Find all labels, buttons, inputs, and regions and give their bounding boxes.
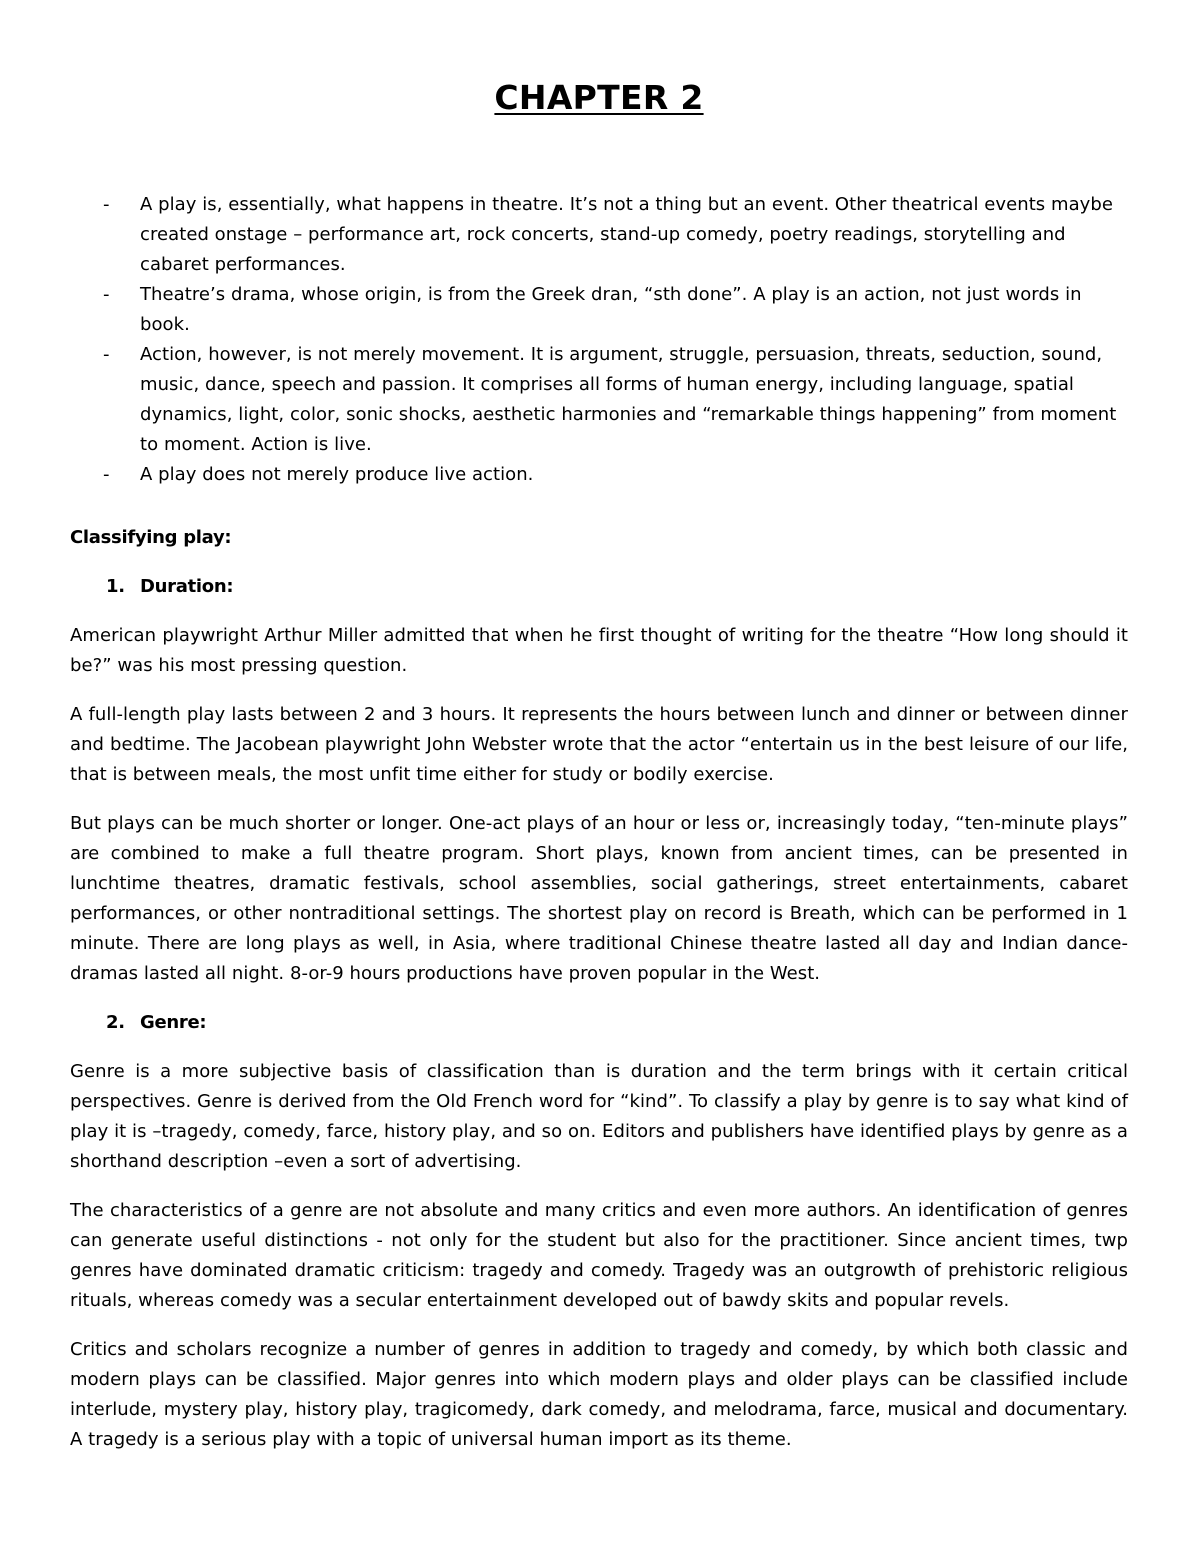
bullet-dash: - — [103, 194, 110, 215]
bullet-text: A play is, essentially, what happens in theatre. It’s not a thing but an event. Other theatrical events maybe created onstage – performance art, rock concerts, stand-up comedy, poetry readings, storytelling and cabaret performances. — [140, 194, 1113, 275]
bullet-text: A play does not merely produce live action. — [140, 464, 534, 485]
bullet-item — [70, 190, 1128, 280]
paragraph: A full-length play lasts between 2 and 3 hours. It represents the hours between lunch and dinner or between dinner and bedtime. The Jacobean playwright John Webster wrote that the actor “entertain us in the best leisure of our life, that is between meals, the most unfit time either for study or bodily exercise. — [70, 704, 1128, 785]
section-title: Genre: — [140, 1012, 207, 1033]
paragraph: But plays can be much shorter or longer. One-act plays of an hour or less or, increasingly today, “ten-minute plays” are combined to make a full theatre program. Short plays, known from ancient times, can be presented in lunchtime theatres, dramatic festivals, school assemblies, social gatherings, street entertainments, cabaret performances, or other nontraditional settings. The shortest play on record is Breath, which can be performed in 1 minute. There are long plays as well, in Asia, where traditional Chinese theatre lasted all day and Indian dance-dramas lasted all night. 8-or-9 hours productions have proven popular in the West. — [70, 813, 1128, 984]
paragraph: The characteristics of a genre are not absolute and many critics and even more authors. An identification of genres can generate useful distinctions - not only for the student but also for the practitioner. Since ancient times, twp genres have dominated dramatic criticism: tragedy and comedy. Tragedy was an outgrowth of prehistoric religious rituals, whereas comedy was a secular entertainment developed out of bawdy skits and popular revels. — [70, 1200, 1128, 1311]
bullet-item — [70, 460, 1128, 490]
bullet-text: Action, however, is not merely movement. It is argument, struggle, persuasion, threats, seduction, sound, music, dance, speech and passion. It comprises all forms of human energy, including language, spatial dynamics, light, color, sonic shocks, aesthetic harmonies and “remarkable things happening” from moment to moment. Action is live. — [140, 344, 1117, 455]
bullet-dash: - — [103, 284, 110, 305]
bullet-item — [70, 340, 1128, 460]
section-title: Duration: — [140, 576, 234, 597]
classifying-heading: Classifying play: — [70, 527, 232, 548]
section-number: 2. — [106, 1012, 125, 1033]
bullet-dash: - — [103, 344, 110, 365]
section-number: 1. — [106, 576, 125, 597]
bullet-dash: - — [103, 464, 110, 485]
bullet-text: Theatre’s drama, whose origin, is from the Greek dran, “sth done”. A play is an action, not just words in book. — [140, 284, 1082, 335]
intro-bullet-list — [70, 190, 1128, 490]
paragraph: Genre is a more subjective basis of classification than is duration and the term brings with it certain critical perspectives. Genre is derived from the Old French word for “kind”. To classify a play by genre is to say what kind of play it is –tragedy, comedy, farce, history play, and so on. Editors and publishers have identified plays by genre as a shorthand description –even a sort of advertising. — [70, 1061, 1128, 1172]
section-heading-duration — [70, 572, 1128, 602]
chapter-title: CHAPTER 2 — [494, 78, 704, 117]
paragraph: American playwright Arthur Miller admitted that when he first thought of writing for the theatre “How long should it be?” was his most pressing question. — [70, 625, 1128, 676]
bullet-item — [70, 280, 1128, 340]
paragraph: Critics and scholars recognize a number of genres in addition to tragedy and comedy, by which both classic and modern plays can be classified. Major genres into which modern plays and older plays can be classified include interlude, mystery play, history play, tragicomedy, dark comedy, and melodrama, farce, musical and documentary. A tragedy is a serious play with a topic of universal human import as its theme. — [70, 1339, 1128, 1450]
section-heading-genre — [70, 1008, 1128, 1038]
